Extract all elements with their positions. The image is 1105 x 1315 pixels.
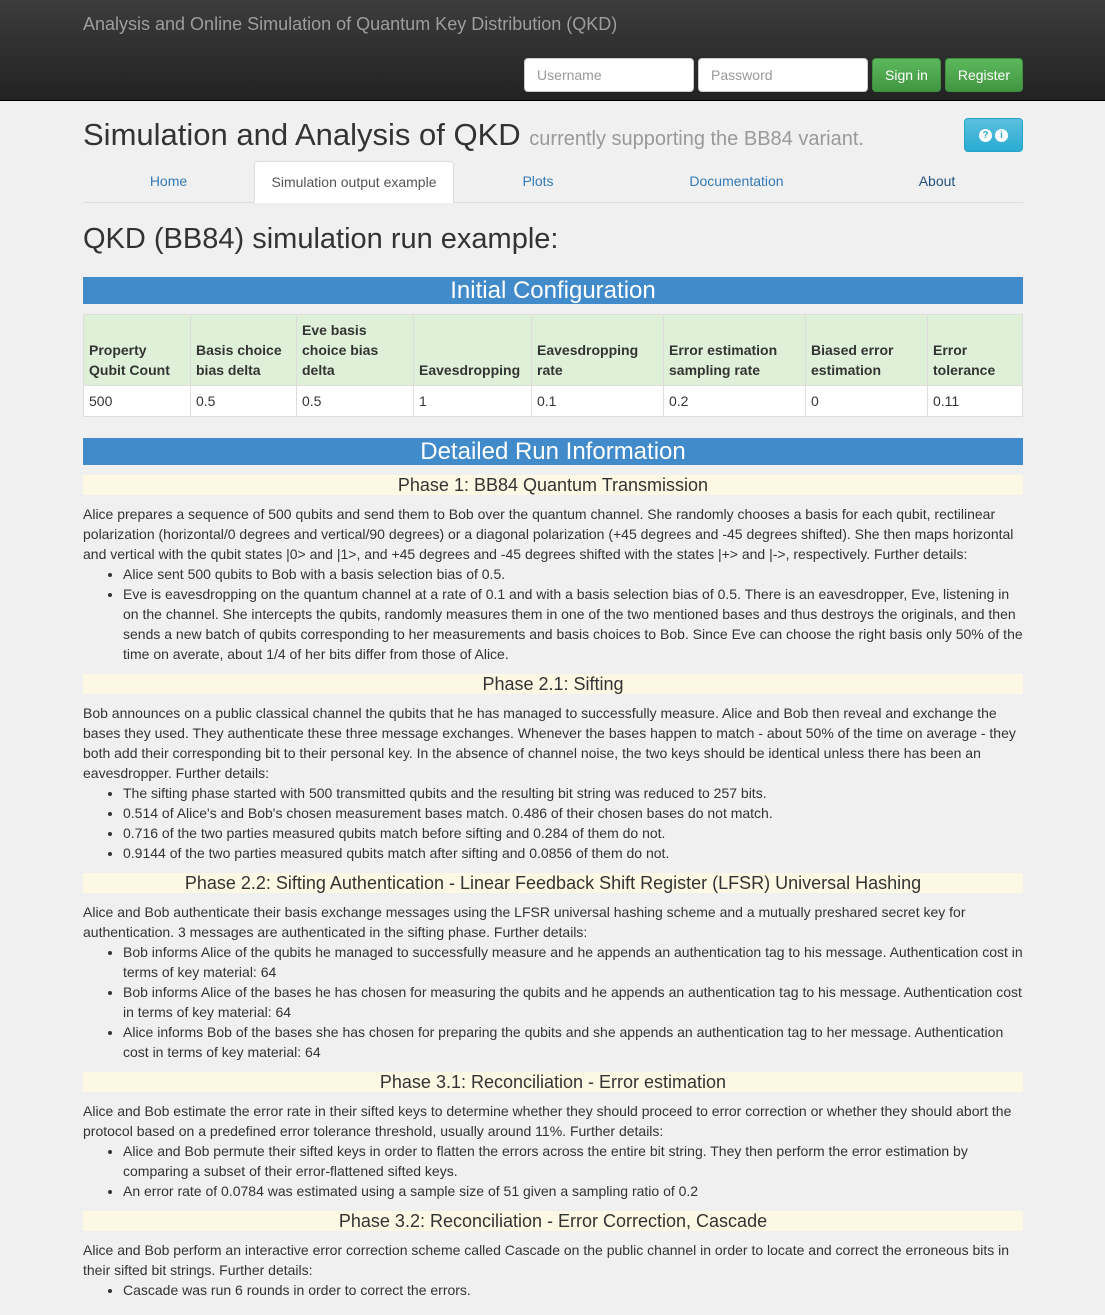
list-item: • Eve is eavesdropping on the quantum channel at a rate of 0.1 and with a basis selection bias of 0.5. There is an eavesdropper, Eve, listening in on the channel. She intercepts the qubits, randomly measures them in one of the two mentioned bases and thus destroys the originals, and then sends a new batch of qubits corresponding to her measurements and basis choices to Bob. Since Eve can choose the right basis only 50% of the time on averate, about 1/4 of her bits differ from those of Alice. [123, 584, 1023, 664]
tab-plots[interactable]: Plots [522, 173, 554, 189]
initial-config-heading: Initial Configuration [83, 277, 1023, 304]
config-header: Basis choice bias delta [191, 315, 297, 386]
phase-title: Phase 1: BB84 Quantum Transmission [83, 475, 1023, 495]
config-header: Eavesdropping rate [532, 315, 664, 386]
nav-tabs [83, 161, 1023, 203]
brand-title[interactable]: Analysis and Online Simulation of Quantum Key Distribution (QKD) [83, 14, 618, 34]
details-heading: Detailed Run Information [83, 438, 1023, 465]
phase-details-list [123, 1280, 1023, 1300]
phase-details-list [123, 783, 1023, 863]
list-item: • The sifting phase started with 500 transmitted qubits and the resulting bit string was reduced to 257 bits. [123, 783, 1023, 803]
config-header: Error estimation sampling rate [664, 315, 806, 386]
password-input[interactable] [698, 58, 868, 92]
phase-title: Phase 3.2: Reconciliation - Error Correction, Cascade [83, 1211, 1023, 1231]
phase-description: Alice and Bob estimate the error rate in their sifted keys to determine whether they should proceed to error correction or whether they should abort the protocol based on a predefined error tolerance threshold, usually around 11%. Further details: [83, 1103, 1012, 1139]
page-title-text: Simulation and Analysis of QKD [83, 117, 521, 152]
run-title: QKD (BB84) simulation run example: [83, 223, 559, 255]
phase-details-list [123, 564, 1023, 664]
config-header: Eve basis choice bias delta [297, 315, 414, 386]
login-form [524, 58, 1023, 92]
config-header: Eavesdropping [414, 315, 532, 386]
config-header: Error tolerance [928, 315, 1023, 386]
top-navbar [0, 0, 1105, 101]
config-value: 500 [84, 386, 191, 417]
question-icon: ? [979, 129, 992, 142]
config-header-row [84, 315, 1023, 386]
main-container [83, 101, 1023, 1300]
config-value: 0.5 [191, 386, 297, 417]
phase-description: Alice and Bob perform an interactive error correction scheme called Cascade on the public channel in order to locate and correct the erroneous bits in their sifted bit strings. Further details: [83, 1242, 1010, 1278]
config-value-row [84, 386, 1023, 417]
list-item: • An error rate of 0.0784 was estimated using a sample size of 51 given a sampling ratio of 0.2 [123, 1181, 1023, 1201]
register-button[interactable]: Register [945, 58, 1023, 92]
config-value: 0.1 [532, 386, 664, 417]
config-header: Biased error estimation [806, 315, 928, 386]
tab-about[interactable]: About [918, 173, 956, 189]
phase-description: Bob announces on a public classical channel the qubits that he has managed to successfully measure. Alice and Bob then reveal and exchange the bases they used. They authenticate these three message exchanges. Whenever the bases happen to match - about 50% of the time on average - they both add their corresponding bit to their personal key. In the absence of channel noise, the two keys should be identical unless there has been an eavesdropper. Further details: [83, 705, 1016, 781]
info-icon: i [995, 129, 1008, 142]
phase-description: Alice prepares a sequence of 500 qubits and send them to Bob over the quantum channel. She randomly chooses a basis for each qubit, rectilinear polarization (horizontal/0 degrees and vertical/90 degrees) or a diagonal polarization (+45 degrees and -45 degrees shifted). She then maps horizontal and vertical with the qubit states |0> and |1>, and +45 degrees and -45 degrees shifted with the states |+> and |->, respectively. Further details: [83, 506, 1014, 562]
help-button[interactable] [964, 118, 1023, 152]
phase-title: Phase 3.1: Reconciliation - Error estimation [83, 1072, 1023, 1092]
list-item: • Bob informs Alice of the qubits he managed to successfully measure and he appends an authentication tag to his message. Authentication cost in terms of key material: 64 [123, 942, 1023, 982]
config-value: 0.11 [928, 386, 1023, 417]
config-table [83, 314, 1023, 417]
list-item: • Alice informs Bob of the bases she has chosen for preparing the qubits and she appends an authentication tag to her message. Authentication cost in terms of key material: 64 [123, 1022, 1023, 1062]
username-input[interactable] [524, 58, 694, 92]
tab-documentation[interactable]: Documentation [689, 173, 784, 189]
phase-title: Phase 2.1: Sifting [83, 674, 1023, 694]
config-header: Property Qubit Count [84, 315, 191, 386]
page-title [83, 117, 864, 153]
list-item: • Alice and Bob permute their sifted keys in order to flatten the errors across the entire bit string. They then perform the error estimation by comparing a subset of their error-flattened sifted keys. [123, 1141, 1023, 1181]
list-item: • 0.9144 of the two parties measured qubits match after sifting and 0.0856 of them do not. [123, 843, 1023, 863]
sign-in-button[interactable]: Sign in [872, 58, 941, 92]
page-header [83, 101, 1023, 161]
tab-simulation-output-example[interactable]: Simulation output example [254, 161, 454, 203]
config-value: 0.5 [297, 386, 414, 417]
list-item: • Bob informs Alice of the bases he has chosen for measuring the qubits and he appends an authentication tag to his message. Authentication cost in terms of key material: 64 [123, 982, 1023, 1022]
config-value: 0 [806, 386, 928, 417]
list-item: • 0.716 of the two parties measured qubits match before sifting and 0.284 of them do not. [123, 823, 1023, 843]
tab-home[interactable]: Home [149, 173, 188, 189]
page-subtitle: currently supporting the BB84 variant. [529, 128, 864, 150]
phase-details-list [123, 1141, 1023, 1201]
config-value: 1 [414, 386, 532, 417]
list-item: • Cascade was run 6 rounds in order to correct the errors. [123, 1280, 1023, 1300]
phase-details-list [123, 942, 1023, 1062]
config-value: 0.2 [664, 386, 806, 417]
list-item: • 0.514 of Alice's and Bob's chosen measurement bases match. 0.486 of their chosen bases do not match. [123, 803, 1023, 823]
list-item: • Alice sent 500 qubits to Bob with a basis selection bias of 0.5. [123, 564, 1023, 584]
phase-description: Alice and Bob authenticate their basis exchange messages using the LFSR universal hashing scheme and a mutually preshared secret key for authentication. 3 messages are authenticated in the sifting phase. Further details: [83, 904, 966, 940]
phase-title: Phase 2.2: Sifting Authentication - Linear Feedback Shift Register (LFSR) Universal Hashing [83, 873, 1023, 893]
